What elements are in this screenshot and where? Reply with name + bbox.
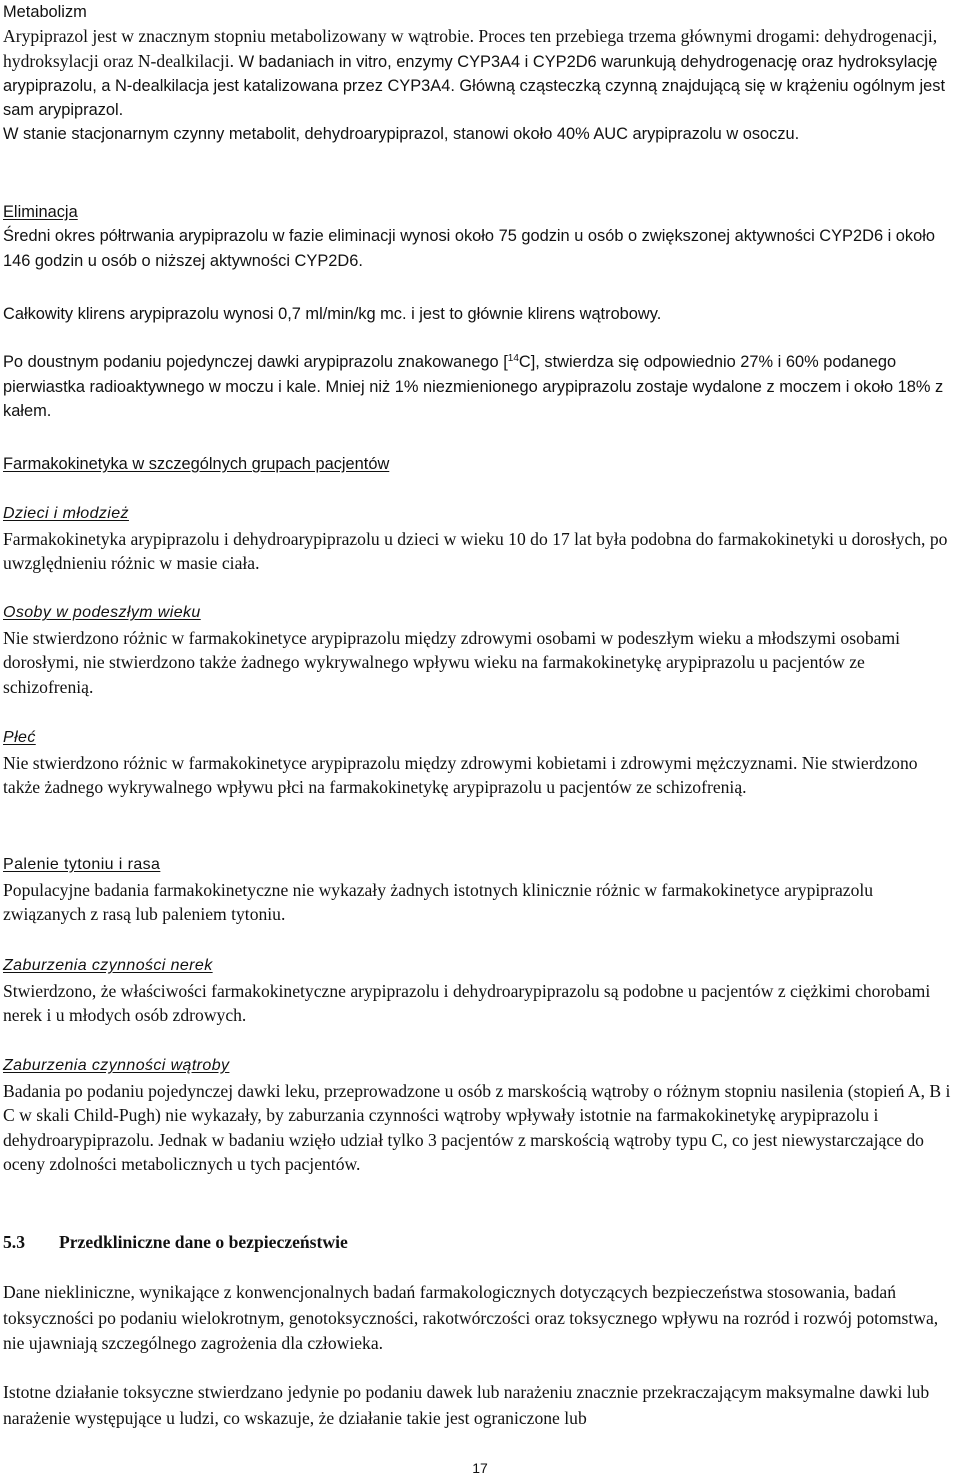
page-number: 17 bbox=[472, 1460, 488, 1476]
watroba-text: Badania po podaniu pojedynczej dawki leku, przeprowadzone u osób z marskością wątroby o różnym stopniu nasilenia (stopień A, B i C w skali Child-Pugh) nie wykazały, by zaburzania czynności wątroby wpływały istotnie na farmakokinetykę arypiprazolu i dehydroarypiprazolu. Jednak w badaniu wzięło udział tylko 3 pacjentów z marskością wątroby typu C, co jest niewystarczające do oceny zdolności metabolicznych u tych pacjentów. bbox=[3, 1080, 951, 1175]
dzieci-heading: Dzieci i młodzież bbox=[3, 505, 129, 522]
palenie-section bbox=[3, 853, 958, 927]
plec-text: Nie stwierdzono różnic w farmakokinetyce arypiprazolu między zdrowymi kobietami i zdrowymi mężczyznami. Nie stwierdzono także żadnego wykrywalnego wpływu płci na farmakokinetykę arypiprazolu u pacjentów ze schizofrenią. bbox=[3, 752, 918, 798]
eliminacja-heading: Eliminacja bbox=[3, 203, 78, 221]
radiolabel-text-b: C], stwierdza się odpowiednio 27% i 60% podanego pierwiastka radioaktywnego w moczu i kale. Mniej niż 1% niezmienionego arypiprazolu zostaje wydalone z moczem i około 18% z kałem. bbox=[3, 353, 944, 421]
watroba-heading: Zaburzenia czynności wątroby bbox=[3, 1057, 230, 1074]
metabolizm-steady-state: W stanie stacjonarnym czynny metabolit, dehydroarypiprazol, stanowi około 40% AUC arypiprazolu w osoczu. bbox=[3, 125, 800, 143]
osoby-section bbox=[3, 601, 958, 699]
metabolizm-heading: Metabolizm bbox=[3, 3, 87, 21]
eliminacja-half-life: Średni okres półtrwania arypiprazolu w fazie eliminacji wynosi około 75 godzin u osób o zwiększonej aktywności CYP2D6 i około 146 godzin u osób o niższej aktywności CYP2D6. bbox=[3, 227, 935, 270]
plec-section bbox=[3, 726, 958, 800]
section-title: Przedkliniczne dane o bezpieczeństwie bbox=[59, 1232, 348, 1252]
nerki-heading: Zaburzenia czynności nerek bbox=[3, 957, 213, 974]
palenie-heading: Palenie tytoniu i rasa bbox=[3, 856, 161, 873]
farmakokinetyka-heading: Farmakokinetyka w szczególnych grupach pacjentów bbox=[3, 455, 390, 473]
section-5-3-paragraph-1: Dane niekliniczne, wynikające z konwencjonalnych badań farmakologicznych dotyczących bezpieczeństwa stosowania, badań toksyczności po podaniu wielokrotnym, genotoksyczności, rakotwórczości oraz toksycznego wpływu na rozród i rozwój potomstwa, nie ujawniają szczególnego zagrożenia dla człowieka. bbox=[3, 1282, 939, 1353]
watroba-section bbox=[3, 1054, 958, 1177]
metabolizm-paragraph bbox=[3, 24, 958, 122]
dzieci-section bbox=[3, 502, 958, 576]
dzieci-text: Farmakokinetyka arypiprazolu i dehydroarypiprazolu u dzieci w wieku 10 do 17 lat była podobna do farmakokinetyki u dorosłych, po uwzględnieniu różnic w masie ciała. bbox=[3, 528, 948, 574]
metabolizm-text-sans: W badaniach in vitro, enzymy CYP3A4 i CYP2D6 warunkują dehydrogenację oraz hydroksylację arypiprazolu, a N-dealkilacja jest katalizowana przez CYP3A4. bbox=[3, 53, 938, 95]
section-number: 5.3 bbox=[3, 1232, 25, 1252]
nerki-section bbox=[3, 954, 958, 1028]
eliminacja-section bbox=[3, 200, 958, 274]
osoby-heading: Osoby w podeszłym wieku bbox=[3, 604, 201, 621]
section-5-3-heading bbox=[3, 1230, 348, 1255]
osoby-text: Nie stwierdzono różnic w farmakokinetyce arypiprazolu między zdrowymi osobami w podeszłym wieku a młodszymi osobami dorosłymi, nie stwierdzono także żadnego wykrywalnego wpływu wieku na farmakokinetykę arypiprazolu u pacjentów ze schizofrenią. bbox=[3, 627, 901, 697]
radiolabel-superscript: 14 bbox=[507, 353, 519, 364]
metabolizm-section bbox=[3, 0, 958, 146]
metabolizm-text-main-compound: Główną cząsteczką czynną znajdującą się w krążeniu ogólnym jest sam arypiprazol. bbox=[3, 77, 946, 119]
plec-heading: Płeć bbox=[3, 729, 36, 746]
nerki-text: Stwierdzono, że właściwości farmakokinetyczne arypiprazolu i dehydroarypiprazolu są podobne u pacjentów z ciężkimi chorobami nerek i u młodych osób zdrowych. bbox=[3, 980, 931, 1026]
eliminacja-clearance: Całkowity klirens arypiprazolu wynosi 0,7 ml/min/kg mc. i jest to głównie klirens wątrobowy. bbox=[3, 305, 662, 323]
section-5-3-paragraph-2: Istotne działanie toksyczne stwierdzano jedynie po podaniu dawek lub narażeniu znacznie przekraczającym maksymalne dawki lub narażenie występujące u ludzi, co wskazuje, że działanie takie jest ograniczone lub bbox=[3, 1382, 930, 1428]
metabolizm-text-serif: Arypiprazol jest w znacznym stopniu metabolizowany w wątrobie. Proces ten przebiega trzema głównymi drogami: dehydrogenacji, hydroksylacji oraz N-dealkilacji. bbox=[3, 26, 938, 71]
palenie-text: Populacyjne badania farmakokinetyczne nie wykazały żadnych istotnych klinicznie różnic w farmakokinetyce arypiprazolu związanych z rasą lub paleniem tytoniu. bbox=[3, 879, 874, 925]
radiolabel-text-a: Po doustnym podaniu pojedynczej dawki arypiprazolu znakowanego [ bbox=[3, 353, 508, 371]
eliminacja-radiolabel bbox=[3, 350, 958, 424]
